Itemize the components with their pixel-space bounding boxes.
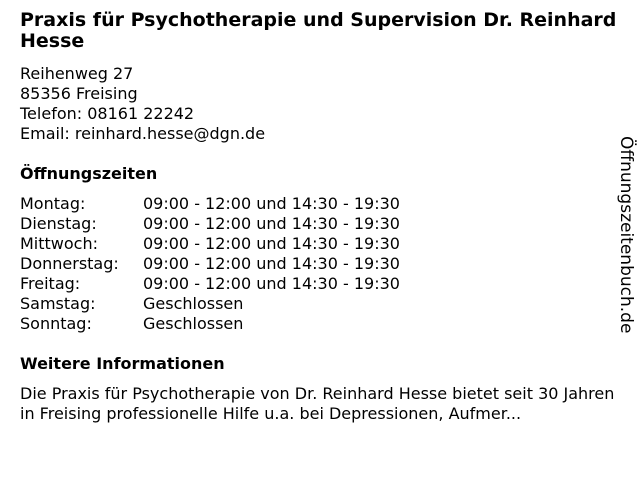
day-hours: Geschlossen <box>143 294 244 313</box>
street-address: Reihenweg 27 <box>20 64 134 83</box>
day-hours: Geschlossen <box>143 314 244 333</box>
day-label: Dienstag: <box>20 214 97 233</box>
hours-row-friday <box>20 274 620 294</box>
business-title: Praxis für Psychotherapie und Supervision Dr. Reinhard Hesse <box>20 9 617 52</box>
opening-hours-heading: Öffnungszeiten <box>20 164 158 183</box>
hours-row-wednesday <box>20 234 620 254</box>
email-address: Email: reinhard.hesse@dgn.de <box>20 124 266 143</box>
day-hours: 09:00 - 12:00 und 14:30 - 19:30 <box>143 234 400 253</box>
hours-row-thursday <box>20 254 620 274</box>
day-label: Donnerstag: <box>20 254 119 273</box>
day-label: Samstag: <box>20 294 96 313</box>
day-hours: 09:00 - 12:00 und 14:30 - 19:30 <box>143 254 400 273</box>
phone-number: Telefon: 08161 22242 <box>20 104 195 123</box>
opening-hours-table <box>20 194 620 334</box>
hours-row-tuesday <box>20 214 620 234</box>
day-hours: 09:00 - 12:00 und 14:30 - 19:30 <box>143 274 400 293</box>
day-label: Sonntag: <box>20 314 92 333</box>
more-info-text: Die Praxis für Psychotherapie von Dr. Reinhard Hesse bietet seit 30 Jahren in Freising professionelle Hilfe u.a. bei Depressionen, Aufmer... <box>20 384 615 423</box>
hours-row-saturday <box>20 294 620 314</box>
hours-row-sunday <box>20 314 620 334</box>
hours-row-monday <box>20 194 620 214</box>
day-hours: 09:00 - 12:00 und 14:30 - 19:30 <box>143 194 400 213</box>
more-info-heading: Weitere Informationen <box>20 354 225 373</box>
day-label: Freitag: <box>20 274 81 293</box>
day-hours: 09:00 - 12:00 und 14:30 - 19:30 <box>143 214 400 233</box>
city-address: 85356 Freising <box>20 84 138 103</box>
business-card <box>20 10 620 424</box>
contact-block <box>20 64 620 144</box>
day-label: Mittwoch: <box>20 234 98 253</box>
day-label: Montag: <box>20 194 86 213</box>
watermark-label: Öffnungszeitenbuch.de <box>616 136 636 334</box>
